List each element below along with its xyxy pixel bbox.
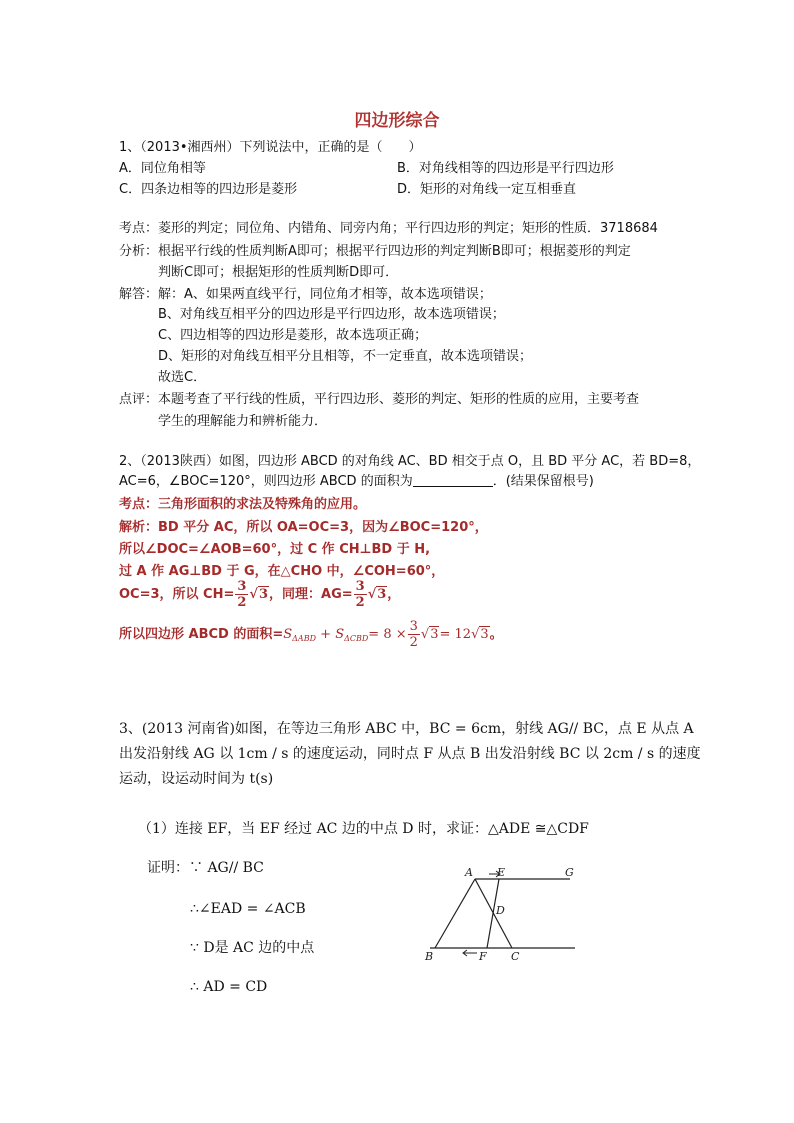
q2-stem-line2 (119, 472, 594, 492)
fraction-3-over-2: $\frac{3}{2}$ (237, 579, 247, 610)
q1-jieda-line3: C、四边相等的四边形是菱形，故本选项正确； (158, 328, 428, 343)
sqrt-3-c: √3 (420, 627, 439, 642)
q2-jiexi-line3: 过 A 作 AG⊥BD 于 G，在△CHO 中，∠COH=60°， (119, 564, 445, 579)
q3-stem-line1: 3、(2013 河南省)如图，在等边三角形 ABC 中，BC = 6cm，射线 AG// BC，点 E 从点 A (119, 721, 694, 737)
label-b: B (425, 950, 434, 963)
label-g: G (565, 866, 574, 879)
q1-dianping-line2: 学生的理解能力和辨析能力． (158, 414, 328, 429)
q1-option-c: C．四条边相等的四边形是菱形 (119, 182, 298, 197)
label-a: A (465, 866, 473, 879)
s-abd: $S_{\Delta ABD}$ (283, 627, 317, 643)
q2-jiexi-line1: 解析：BD 平分 AC，所以 OA=OC=3，因为∠BOC=120°， (119, 520, 488, 535)
q3-stem-line2: 出发沿射线 AG 以 1cm / s 的速度运动，同时点 F 从点 B 出发沿射线 BC 以 2cm / s 的速度 (119, 746, 701, 762)
q3-proof-line1: 证明：∵ AG// BC (147, 860, 264, 876)
q2-stem-line2-tail: ．(结果保留根号) (492, 474, 594, 489)
q1-fenxi-line2: 判断C即可；根据矩形的性质判断D即可． (158, 265, 399, 280)
fraction-3-over-2-b: $\frac{3}{2}$ (355, 579, 365, 610)
q1-kaodian: 考点：菱形的判定；同位角、内错角、同旁内角；平行四边形的判定；矩形的性质．3718684 (119, 221, 658, 236)
triangle-figure (415, 860, 585, 965)
s-cbd: $S_{\Delta CBD}$ (335, 627, 369, 643)
q1-jieda-line5: 故选C． (158, 370, 207, 385)
q2-ag-text: ，同理：AG= (269, 587, 353, 602)
q2-area-line: 所以四边形 ABCD 的面积$=S_{\Delta ABD} + S_{\Delta CBD}= 8$ × $\frac{3}{2}$ √3= 12√3。 (119, 619, 503, 650)
q1-dianping-line1: 点评：本题考查了平行线的性质，平行四边形、菱形的判定、矩形的性质的应用，主要考查 (119, 392, 640, 407)
page-title: 四边形综合 (354, 111, 440, 131)
label-f: F (479, 950, 487, 963)
side-ab (435, 879, 475, 948)
label-e: E (497, 866, 506, 879)
q1-stem: 1、（2013•湘西州）下列说法中，正确的是（ ） (119, 140, 422, 155)
q2-ch-text: OC=3，所以 CH= (119, 587, 235, 602)
q1-option-d: D．矩形的对角线一定互相垂直 (397, 182, 577, 197)
q1-jieda-line2: B、对角线互相平分的四边形是平行四边形，故本选项错误； (158, 307, 505, 322)
q1-option-a: A．同位角相等 (119, 161, 206, 176)
sqrt-3-b: √3 (367, 587, 387, 602)
sqrt-3: √3 (249, 587, 269, 602)
label-c: C (511, 950, 520, 963)
fraction-3-over-2-c: $\frac{3}{2}$ (409, 619, 418, 650)
answer-blank (413, 472, 493, 487)
q1-fenxi-line1: 分析：根据平行线的性质判断A即可；根据平行四边形的判定判断B即可；根据菱形的判定 (119, 244, 631, 259)
q2-jiexi-line2: 所以∠DOC=∠AOB=60°，过 C 作 CH⊥BD 于 H, (119, 542, 431, 557)
q1-option-b: B．对角线相等的四边形是平行四边形 (397, 161, 614, 176)
q3-proof-line2: ∴∠EAD = ∠ACB (190, 901, 306, 917)
q1-jieda-line4: D、矩形的对角线互相平分且相等，不一定垂直，故本选项错误； (158, 349, 533, 364)
area-multiply: = 8 × (368, 627, 407, 642)
q2-stem-line2-text: AC=6，∠BOC=120°，则四边形 ABCD 的面积为 (119, 474, 413, 489)
q1-jieda-line1: 解答：解：A、如果两直线平行，同位角才相等，故本选项错误； (119, 287, 492, 302)
q3-stem-line3: 运动，设运动时间为 t(s) (119, 771, 274, 787)
q2-area-text: 所以四边形 ABCD 的面积= (119, 627, 284, 642)
q3-part1: （1）连接 EF，当 EF 经过 AC 边的中点 D 时，求证：△ADE ≅△CDF (138, 821, 589, 837)
q3-proof-line3: ∵ D是 AC 边的中点 (190, 940, 315, 956)
sqrt-3-d: √3 (471, 627, 489, 642)
label-d: D (496, 904, 505, 917)
q2-kaodian: 考点：三角形面积的求法及特殊角的应用。 (119, 497, 367, 512)
area-result: = 12 (439, 627, 472, 642)
q2-stem-line1: 2、（2013陕西）如图，四边形 ABCD 的对角线 AC、BD 相交于点 O，且 BD 平分 AC，若 BD=8， (119, 454, 701, 469)
q2-ch-ag-line: OC=3，所以 CH= $\frac{3}{2}$ √3，同理：AG= $\frac{3}{2}$ √3， (119, 579, 401, 610)
q3-proof-line4: ∴ AD = CD (190, 979, 268, 995)
